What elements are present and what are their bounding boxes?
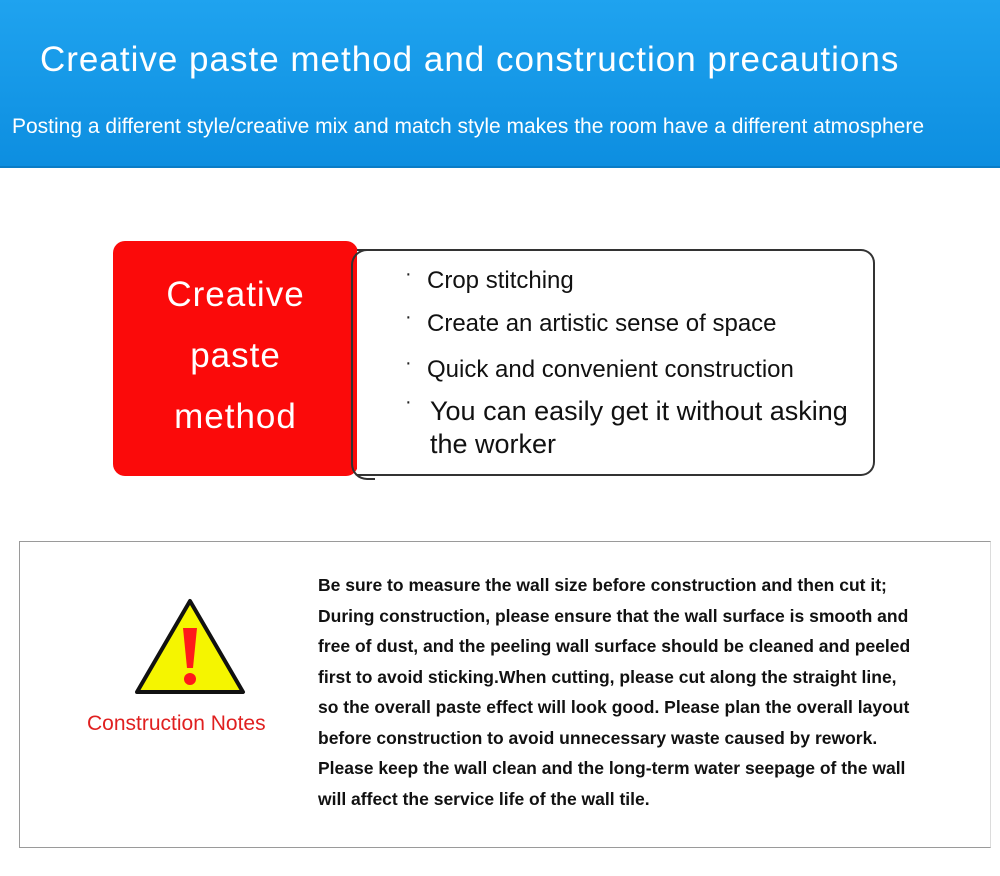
page-title: Creative paste method and construction precautions bbox=[40, 40, 900, 79]
notes-line: Be sure to measure the wall size before construction and then cut it; bbox=[318, 575, 887, 595]
notes-line: free of dust, and the peeling wall surface should be cleaned and peeled bbox=[318, 636, 911, 656]
feature-text: You can easily get it without asking the worker bbox=[430, 396, 848, 459]
notes-line: will affect the service life of the wall tile. bbox=[318, 788, 650, 809]
feature-list bbox=[357, 249, 875, 476]
notes-line: Please keep the wall clean and the long-term water seepage of the wall bbox=[318, 758, 906, 778]
method-title-box bbox=[113, 241, 358, 476]
bullet-icon: · bbox=[405, 263, 412, 285]
feature-text: Crop stitching bbox=[427, 267, 574, 294]
construction-notes-label: Construction Notes bbox=[87, 712, 266, 735]
notes-line: so the overall paste effect will look good. Please plan the overall layout bbox=[318, 697, 910, 717]
construction-notes-text bbox=[318, 570, 998, 814]
bullet-icon: · bbox=[405, 306, 412, 328]
header-banner bbox=[0, 0, 1000, 168]
feature-text: Quick and convenient construction bbox=[427, 356, 794, 383]
feature-text: Create an artistic sense of space bbox=[427, 310, 777, 337]
notes-line: During construction, please ensure that the wall surface is smooth and bbox=[318, 605, 909, 626]
method-title-line: Creative bbox=[166, 275, 305, 314]
page-subtitle: Posting a different style/creative mix and match style makes the room have a different atmosphere bbox=[12, 115, 925, 138]
bullet-icon: · bbox=[405, 352, 412, 374]
notes-line: before construction to avoid unnecessary waste caused by rework. bbox=[318, 727, 878, 748]
method-title-line: paste bbox=[190, 336, 281, 375]
warning-icon bbox=[134, 598, 246, 696]
bullet-icon: · bbox=[405, 391, 412, 413]
method-title-line: method bbox=[174, 397, 297, 436]
notes-line: first to avoid sticking.When cutting, please cut along the straight line, bbox=[318, 666, 897, 687]
